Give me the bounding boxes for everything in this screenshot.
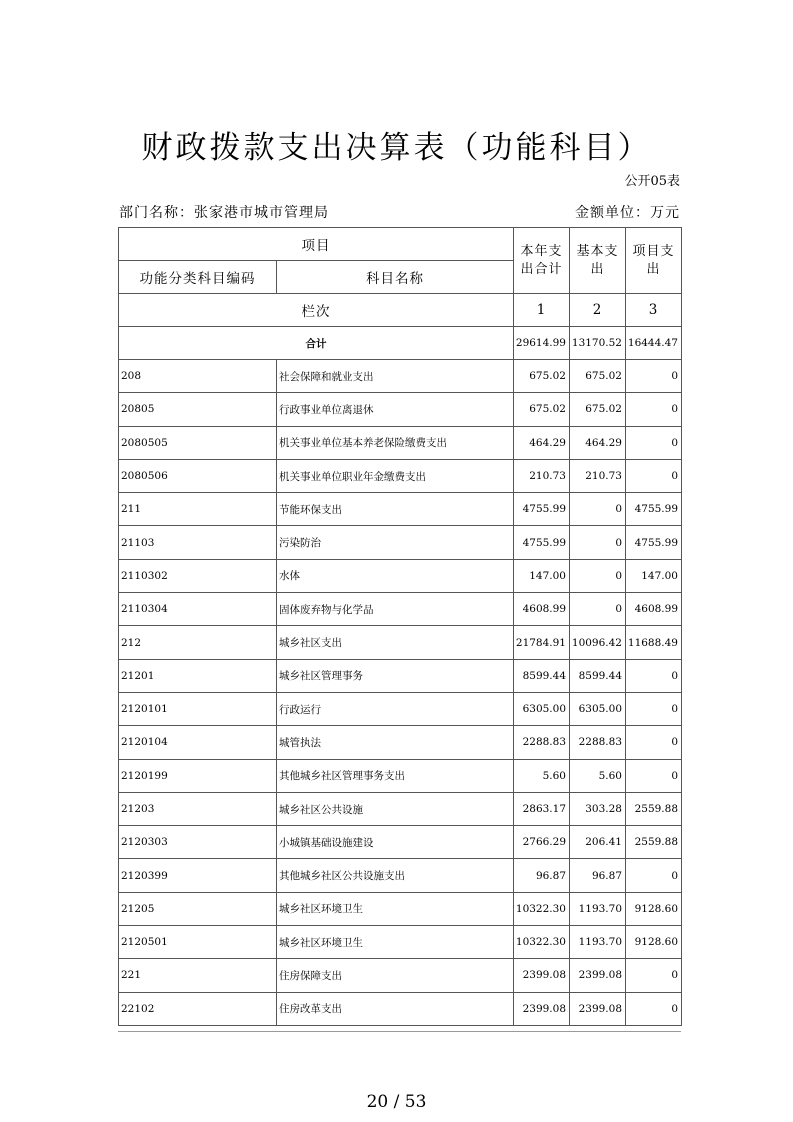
row-name: 城管执法	[277, 726, 514, 759]
table-row	[119, 959, 682, 992]
table-row	[119, 659, 682, 692]
column-number-1: 1	[514, 294, 570, 327]
row-name: 机关事业单位基本养老保险缴费支出	[277, 426, 514, 459]
row-code: 2120399	[119, 859, 277, 892]
row-code: 2120501	[119, 926, 277, 959]
table-row	[119, 393, 682, 426]
row-name: 机关事业单位职业年金缴费支出	[277, 459, 514, 492]
column-number-2: 2	[570, 294, 626, 327]
row-total: 21784.91	[514, 626, 570, 659]
row-basic: 210.73	[570, 459, 626, 492]
row-basic: 464.29	[570, 426, 626, 459]
row-project: 9128.60	[626, 926, 682, 959]
row-project: 0	[626, 426, 682, 459]
row-project: 4608.99	[626, 593, 682, 626]
table-row	[119, 526, 682, 559]
row-code: 20805	[119, 393, 277, 426]
summary-project: 16444.47	[626, 327, 682, 360]
row-project: 2559.88	[626, 792, 682, 825]
row-total: 147.00	[514, 559, 570, 592]
column-number-3: 3	[626, 294, 682, 327]
row-project: 0	[626, 759, 682, 792]
table-row	[119, 593, 682, 626]
row-code: 2080505	[119, 426, 277, 459]
table-row	[119, 559, 682, 592]
row-name: 行政事业单位离退休	[277, 393, 514, 426]
row-basic: 8599.44	[570, 659, 626, 692]
bottom-rule	[118, 1031, 681, 1032]
row-total: 96.87	[514, 859, 570, 892]
row-total: 4755.99	[514, 526, 570, 559]
summary-row	[119, 327, 682, 360]
row-name: 其他城乡社区公共设施支出	[277, 859, 514, 892]
row-project: 4755.99	[626, 526, 682, 559]
table-row	[119, 692, 682, 725]
form-code: 公开05表	[624, 174, 680, 189]
row-total: 2863.17	[514, 792, 570, 825]
row-project: 0	[626, 459, 682, 492]
row-code: 21203	[119, 792, 277, 825]
row-total: 210.73	[514, 459, 570, 492]
row-project: 9128.60	[626, 892, 682, 925]
row-code: 21201	[119, 659, 277, 692]
row-project: 0	[626, 393, 682, 426]
row-basic: 96.87	[570, 859, 626, 892]
expenditure-table	[118, 227, 682, 1026]
summary-total: 29614.99	[514, 327, 570, 360]
row-total: 2766.29	[514, 826, 570, 859]
row-name: 城乡社区支出	[277, 626, 514, 659]
row-name: 城乡社区环境卫生	[277, 892, 514, 925]
row-basic: 0	[570, 559, 626, 592]
row-total: 675.02	[514, 393, 570, 426]
row-project: 0	[626, 659, 682, 692]
row-basic: 303.28	[570, 792, 626, 825]
row-project: 0	[626, 959, 682, 992]
row-total: 2399.08	[514, 959, 570, 992]
row-name: 其他城乡社区管理事务支出	[277, 759, 514, 792]
row-name: 城乡社区公共设施	[277, 792, 514, 825]
summary-basic: 13170.52	[570, 327, 626, 360]
header-code: 功能分类科目编码	[119, 261, 277, 294]
row-project: 0	[626, 726, 682, 759]
row-project: 2559.88	[626, 826, 682, 859]
row-basic: 2399.08	[570, 992, 626, 1025]
page-title: 财政拨款支出决算表（功能科目）	[141, 130, 652, 166]
row-basic: 675.02	[570, 360, 626, 393]
row-name: 污染防治	[277, 526, 514, 559]
row-code: 2080506	[119, 459, 277, 492]
row-code: 2110304	[119, 593, 277, 626]
row-code: 212	[119, 626, 277, 659]
row-basic: 10096.42	[570, 626, 626, 659]
row-project: 4755.99	[626, 493, 682, 526]
row-basic: 6305.00	[570, 692, 626, 725]
row-project: 147.00	[626, 559, 682, 592]
table-row	[119, 459, 682, 492]
row-code: 2110302	[119, 559, 277, 592]
row-name: 住房保障支出	[277, 959, 514, 992]
row-total: 464.29	[514, 426, 570, 459]
header-item: 项目	[119, 228, 514, 261]
row-basic: 1193.70	[570, 926, 626, 959]
row-project: 0	[626, 692, 682, 725]
row-basic: 0	[570, 493, 626, 526]
row-name: 小城镇基础设施建设	[277, 826, 514, 859]
amount-unit: 金额单位：万元	[575, 205, 680, 221]
row-code: 22102	[119, 992, 277, 1025]
row-code: 2120199	[119, 759, 277, 792]
table-row	[119, 826, 682, 859]
row-project: 0	[626, 859, 682, 892]
header-total: 本年支出合计	[514, 228, 570, 294]
row-code: 21205	[119, 892, 277, 925]
department-name: 部门名称：张家港市城市管理局	[119, 205, 329, 221]
row-code: 221	[119, 959, 277, 992]
row-basic: 2399.08	[570, 959, 626, 992]
row-basic: 0	[570, 593, 626, 626]
row-name: 社会保障和就业支出	[277, 360, 514, 393]
header-basic: 基本支出	[570, 228, 626, 294]
table-row	[119, 726, 682, 759]
row-code: 208	[119, 360, 277, 393]
row-code: 211	[119, 493, 277, 526]
table-row	[119, 926, 682, 959]
row-name: 节能环保支出	[277, 493, 514, 526]
row-code: 2120101	[119, 692, 277, 725]
row-project: 0	[626, 992, 682, 1025]
row-name: 住房改革支出	[277, 992, 514, 1025]
table-row	[119, 992, 682, 1025]
row-name: 水体	[277, 559, 514, 592]
row-name: 城乡社区环境卫生	[277, 926, 514, 959]
row-code: 2120303	[119, 826, 277, 859]
table-row	[119, 892, 682, 925]
row-total: 675.02	[514, 360, 570, 393]
summary-label: 合计	[119, 327, 514, 360]
row-code: 21103	[119, 526, 277, 559]
row-total: 2288.83	[514, 726, 570, 759]
row-project: 0	[626, 360, 682, 393]
row-project: 11688.49	[626, 626, 682, 659]
row-total: 10322.30	[514, 892, 570, 925]
table-row	[119, 859, 682, 892]
table-row	[119, 426, 682, 459]
row-total: 4608.99	[514, 593, 570, 626]
row-total: 6305.00	[514, 692, 570, 725]
row-basic: 5.60	[570, 759, 626, 792]
page-number: 20 / 53	[366, 1092, 427, 1112]
row-basic: 0	[570, 526, 626, 559]
row-basic: 675.02	[570, 393, 626, 426]
row-name: 城乡社区管理事务	[277, 659, 514, 692]
row-basic: 1193.70	[570, 892, 626, 925]
row-basic: 2288.83	[570, 726, 626, 759]
row-total: 10322.30	[514, 926, 570, 959]
table-row	[119, 493, 682, 526]
row-total: 2399.08	[514, 992, 570, 1025]
row-code: 2120104	[119, 726, 277, 759]
row-name: 行政运行	[277, 692, 514, 725]
header-name: 科目名称	[277, 261, 514, 294]
row-name: 固体废弃物与化学品	[277, 593, 514, 626]
row-total: 5.60	[514, 759, 570, 792]
table-row	[119, 792, 682, 825]
row-total: 8599.44	[514, 659, 570, 692]
row-total: 4755.99	[514, 493, 570, 526]
table-row	[119, 360, 682, 393]
header-column-row: 栏次	[119, 294, 514, 327]
table-row	[119, 626, 682, 659]
row-basic: 206.41	[570, 826, 626, 859]
table-row	[119, 759, 682, 792]
header-project: 项目支出	[626, 228, 682, 294]
